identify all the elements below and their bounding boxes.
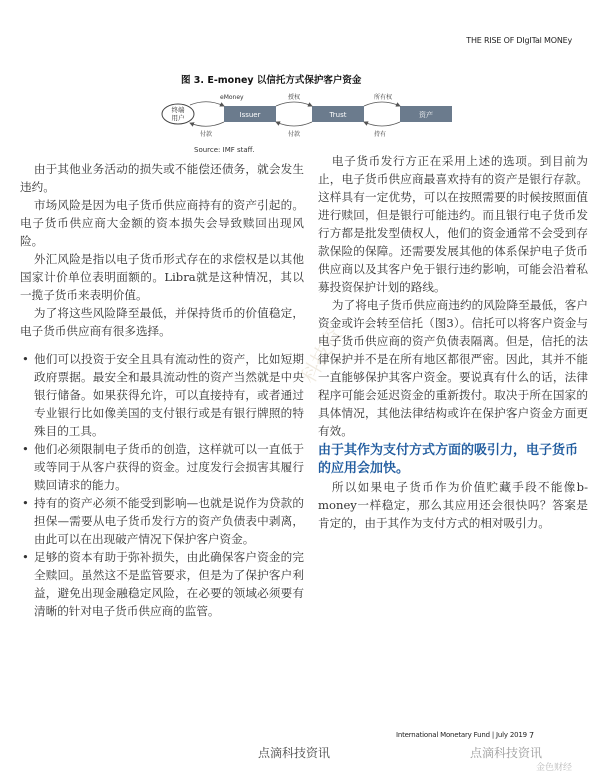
user-label-1: 终端: [171, 106, 185, 114]
left-paragraph-3: 外汇风险是指以电子货币形式存在的求偿权是以其他国家计价单位表明面额的。Libra就是这种情况，其以一揽子货币来表明价值。: [20, 252, 304, 302]
right-column: [318, 152, 588, 532]
edge-emoney: [190, 102, 224, 106]
left-paragraph-4: 为了将这些风险降至最低，并保持货币的价值稳定，电子货币供应商有很多选择。: [20, 306, 304, 338]
bullet-item: • 他们必须限制电子货币的创造，这样就可以一直低于或等同于从客户获得的资金。过度发行会损害其履行赎回请求的能力。: [20, 440, 304, 494]
user-label-2: 用户: [171, 114, 185, 122]
bullet-list: [20, 350, 304, 620]
figure-title: 图 3. E-money 以信托方式保护客户资金: [181, 75, 362, 86]
image-caption: 点滴科技资讯: [258, 746, 331, 760]
edge-pay-1: [190, 122, 224, 126]
edge-holds: [364, 122, 400, 126]
bullet-item: • 他们可以投资于安全且具有流动性的资产，比如短期政府票据。最安全和最具流动性的资产当然就是中央银行储备。如果获得允许，可以直接持有，或者通过专业银行比如像美国的支付银行或是有银行牌照的特殊目的工具。: [20, 350, 304, 440]
edge-label-ownership: 所有权: [374, 94, 393, 101]
node-trust: [312, 106, 364, 122]
right-paragraph-3: 所以如果电子货币作为价值贮藏手段不能像b-money一样稳定，那么其应用还会很快吗？答案是肯定的，由于其作为支付方式的相对吸引力。: [318, 480, 588, 530]
left-paragraph-2: 市场风险是因为电子货币供应商持有的资产引起的。电子货币供应商大金额的资本损失会导致赎回出现风险。: [20, 198, 304, 248]
node-asset: [400, 106, 452, 122]
edge-label-pay-2: 付款: [288, 131, 301, 138]
edge-label-emoney: eMoney: [220, 94, 244, 101]
right-paragraph-1: 电子货币发行方正在采用上述的选项。到目前为止，电子货币供应商最喜欢持有的资产是银行存款。这样具有一定优势，可以在按照需要的时候按照面值进行赎回，但是银行可能违约。而且银行电子货币发行方都是批发型债权人，他们的资金通常不会受到存款保险的保障。还需要发展其他的体系保护电子货币供应商以及其客户免于银行违约影响，可能会沿着私募投资保护计划的路线。: [318, 154, 588, 294]
node-issuer: [224, 106, 276, 122]
bullet-item: • 持有的资产必须不能受到影响—也就是说作为贷款的担保—需要从电子货币发行方的资产负债表中剥离，由此可以在出现破产情况下保护客户资金。: [20, 494, 304, 548]
issuer-label: Issuer: [239, 111, 261, 119]
asset-label: 资产: [419, 111, 433, 119]
edge-label-pay-1: 付款: [200, 131, 213, 138]
running-title: THE RISE OF DIgITal MONEy: [466, 36, 572, 45]
watermark-mid: 科技资: [295, 323, 347, 388]
edge-label-claim: 授权: [288, 94, 301, 101]
watermark-brand: 点滴科技资讯: [470, 746, 543, 760]
trust-label: Trust: [329, 111, 347, 119]
edge-ownership: [364, 102, 400, 106]
bullet-item: • 足够的资本有助于弥补损失，由此确保客户资金的完全赎回。虽然这不是监管要求，但是为了保护客户利益，避免出现金融稳定风险，在必要的领域必须要有清晰的针对电子货币供应商的监管。: [20, 548, 304, 620]
trust-diagram: [160, 92, 460, 138]
edge-pay-2: [276, 122, 312, 126]
left-paragraph-1: 由于其他业务活动的损失或不能偿还债务，就会发生违约。: [20, 162, 304, 194]
right-paragraph-2: 为了将电子货币供应商违约的风险降至最低，客户资金或许会转至信托（图3）。信托可以将客户资金与电子货币供应商的资产负债表隔离。但是，信托的法律保护并不是在所有地区都很严密。因此，其并不能一直能够保护其客户资金。要说真有什么的话，法律程序可能会延迟资金的重新拨付。取决于所在国家的具体情况，其他法律结构或许在保护客户资金方面更有效。: [318, 298, 588, 438]
figure-source: Source: IMF staff.: [194, 146, 255, 154]
page-number: 7: [529, 731, 535, 740]
section-subheading: 由于其作为支付方式方面的吸引力，电子货币的应用会加快。: [318, 443, 579, 476]
left-column: [20, 160, 304, 620]
edge-claim: [276, 102, 312, 106]
watermark-logo: 金色财经: [536, 763, 573, 773]
footer-publisher: International Monetary Fund | July 2019: [396, 731, 527, 739]
edge-label-holds: 持有: [374, 131, 387, 138]
node-user: [162, 104, 194, 124]
